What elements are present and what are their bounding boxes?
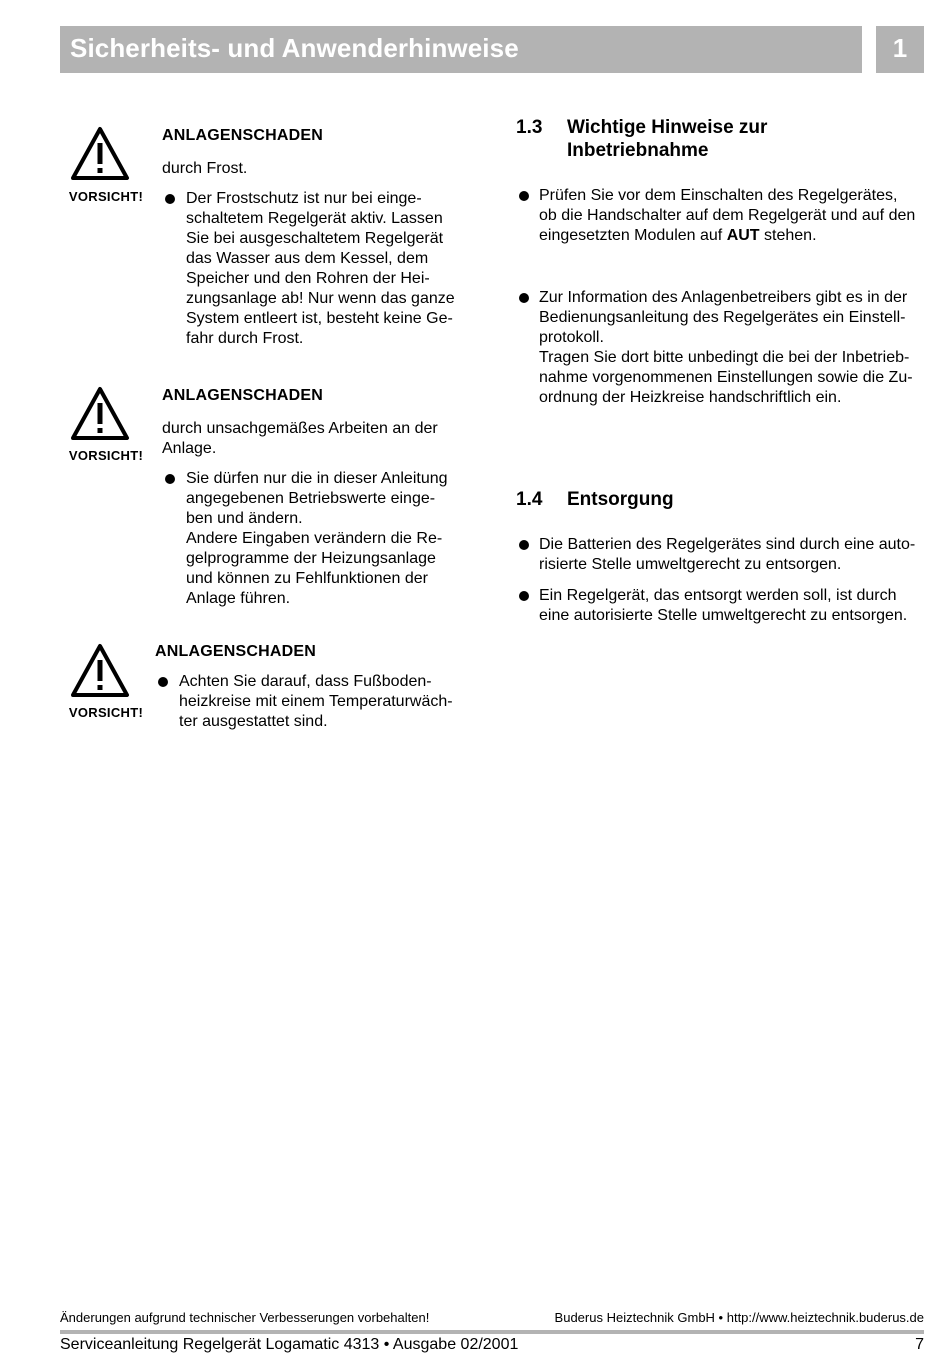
page-number: 7 xyxy=(915,1336,924,1353)
section-heading-1-4 xyxy=(516,488,896,512)
list-item xyxy=(516,586,926,626)
footer-divider xyxy=(60,1330,924,1334)
list-item xyxy=(155,672,465,732)
section-1-4-list xyxy=(516,535,926,626)
bullet-icon xyxy=(519,293,529,303)
section-number: 1.4 xyxy=(516,489,543,510)
section-number: 1.3 xyxy=(516,117,543,138)
warning-block-floor-heating xyxy=(155,642,465,732)
warning-block-frost xyxy=(162,126,472,349)
list-item xyxy=(516,186,926,246)
section-title: Wichtige Hinweise zur Inbetriebnahme xyxy=(567,117,768,161)
footer-company: Buderus Heiztechnik GmbH • http://www.heiztechnik.buderus.de xyxy=(554,1310,924,1325)
bullet-icon xyxy=(165,474,175,484)
warning-title: ANLAGENSCHADEN xyxy=(162,387,324,404)
warning-triangle-icon xyxy=(70,386,130,442)
list-item-text: Prüfen Sie vor dem Einschalten des Regelgerätes, ob die Handschalter auf dem Regelgerät und auf den eingesetzten Modulen auf AUT stehen. xyxy=(539,187,916,244)
bullet-icon xyxy=(519,591,529,601)
section-heading-1-3 xyxy=(516,116,896,164)
warning-triangle-icon xyxy=(70,643,130,699)
section-title: Entsorgung xyxy=(567,489,674,510)
footer-document-title: Serviceanleitung Regelgerät Logamatic 4313 • Ausgabe 02/2001 xyxy=(60,1336,519,1353)
footer-document-row xyxy=(60,1336,924,1354)
chapter-header-title: Sicherheits- und Anwenderhinweise xyxy=(60,26,862,73)
footer-notice-row xyxy=(60,1310,924,1325)
warning-title: ANLAGENSCHADEN xyxy=(162,127,324,144)
warning-label: VORSICHT! xyxy=(68,448,144,463)
chapter-number: 1 xyxy=(876,26,924,73)
warning-triangle-icon xyxy=(70,126,130,182)
list-item xyxy=(162,469,472,609)
section-1-3-list xyxy=(516,186,926,246)
list-item-text: Sie dürfen nur die in dieser Anleitung angegebenen Betriebswerte einge- ben und ändern. Andere Eingaben verändern die Re- gelprogramme der Heizungsanlage und können zu Fehlfunktionen der Anlage führen. xyxy=(186,470,448,607)
warning-title: ANLAGENSCHADEN xyxy=(155,643,317,660)
list-item-text: Achten Sie darauf, dass Fußboden- heizkreise mit einem Temperaturwäch- ter ausgestattet sind. xyxy=(179,673,453,730)
section-1-3-list-2 xyxy=(516,288,926,408)
list-item-text: Zur Information des Anlagenbetreibers gibt es in der Bedienungsanleitung des Regelgerätes ein Einstell- protokoll. Tragen Sie dort bitte unbedingt die bei der Inbetrieb- nahme vorgenommenen Einstellungen sowie die Zu- ordnung der Heizkreise handschriftlich ein. xyxy=(539,289,913,406)
warning-label: VORSICHT! xyxy=(68,189,144,204)
bullet-icon xyxy=(165,194,175,204)
bullet-icon xyxy=(519,191,529,201)
warning-label: VORSICHT! xyxy=(68,705,144,720)
warning-intro: durch unsachgemäßes Arbeiten an der Anlage. xyxy=(162,420,438,457)
list-item xyxy=(516,535,926,575)
warning-block-improper-work xyxy=(162,386,472,609)
list-item-text: Die Batterien des Regelgerätes sind durch eine auto- risierte Stelle umweltgerecht zu entsorgen. xyxy=(539,536,916,573)
list-item-text: Ein Regelgerät, das entsorgt werden soll, ist durch eine autorisierte Stelle umweltgerecht zu entsorgen. xyxy=(539,587,908,624)
list-item-text: Der Frostschutz ist nur bei einge- schaltetem Regelgerät aktiv. Lassen Sie bei ausgeschaltetem Regelgerät das Wasser aus dem Kessel, dem Speicher und den Rohren der Hei- zungsanlage ab! Nur wenn das ganze System entleert ist, besteht keine Ge- fahr durch Frost. xyxy=(186,190,455,347)
list-item xyxy=(162,189,472,349)
bullet-icon xyxy=(519,540,529,550)
warning-intro: durch Frost. xyxy=(162,160,248,177)
list-item xyxy=(516,288,926,408)
footer-notice: Änderungen aufgrund technischer Verbesserungen vorbehalten! xyxy=(60,1310,430,1325)
bullet-icon xyxy=(158,677,168,687)
